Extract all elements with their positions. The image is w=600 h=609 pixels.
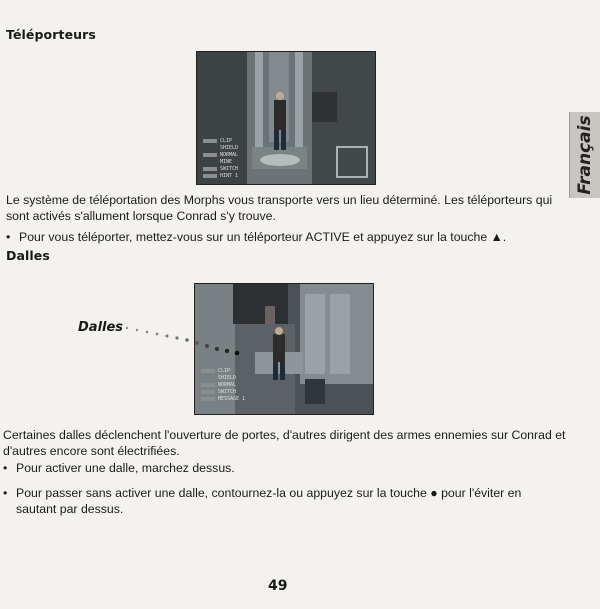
- dalles-description: Certaines dalles déclenchent l'ouverture de portes, d'autres dirigent des armes ennemies sur Conrad et d'autres encore sont électrifiées.: [3, 428, 566, 458]
- dalles-callout-label: Dalles: [78, 320, 124, 335]
- section-title-teleporteurs: Téléporteurs: [6, 27, 96, 42]
- dalles-bullet-1: • Pour activer une dalle, marchez dessus.: [3, 461, 235, 475]
- callout-pointer-dots: [125, 326, 250, 358]
- dalles-hud: CLIP SHIELD NORMAL SWITCH MESSAGE 1: [201, 368, 245, 403]
- teleporteurs-bullet: • Pour vous téléporter, mettez-vous sur un téléporteur ACTIVE et appuyez sur la touche ▲.: [6, 230, 507, 244]
- teleporter-screenshot: [196, 51, 376, 185]
- language-tab: Français: [569, 112, 600, 198]
- teleporter-hud: CLIP SHIELD NORMAL MINE SWITCH HINT 1: [203, 138, 238, 180]
- teleporteurs-description: Le système de téléportation des Morphs vous transporte vers un lieu déterminé. Les téléporteurs qui sont activés s'allument lorsque Conrad s'y trouve.: [6, 193, 553, 223]
- dalles-bullet-2: • Pour passer sans activer une dalle, contournez-la ou appuyez sur la touche ● pour l'éviter en sautant par dessus.: [3, 486, 522, 516]
- section-title-dalles: Dalles: [6, 248, 50, 263]
- page-number: 49: [268, 578, 288, 594]
